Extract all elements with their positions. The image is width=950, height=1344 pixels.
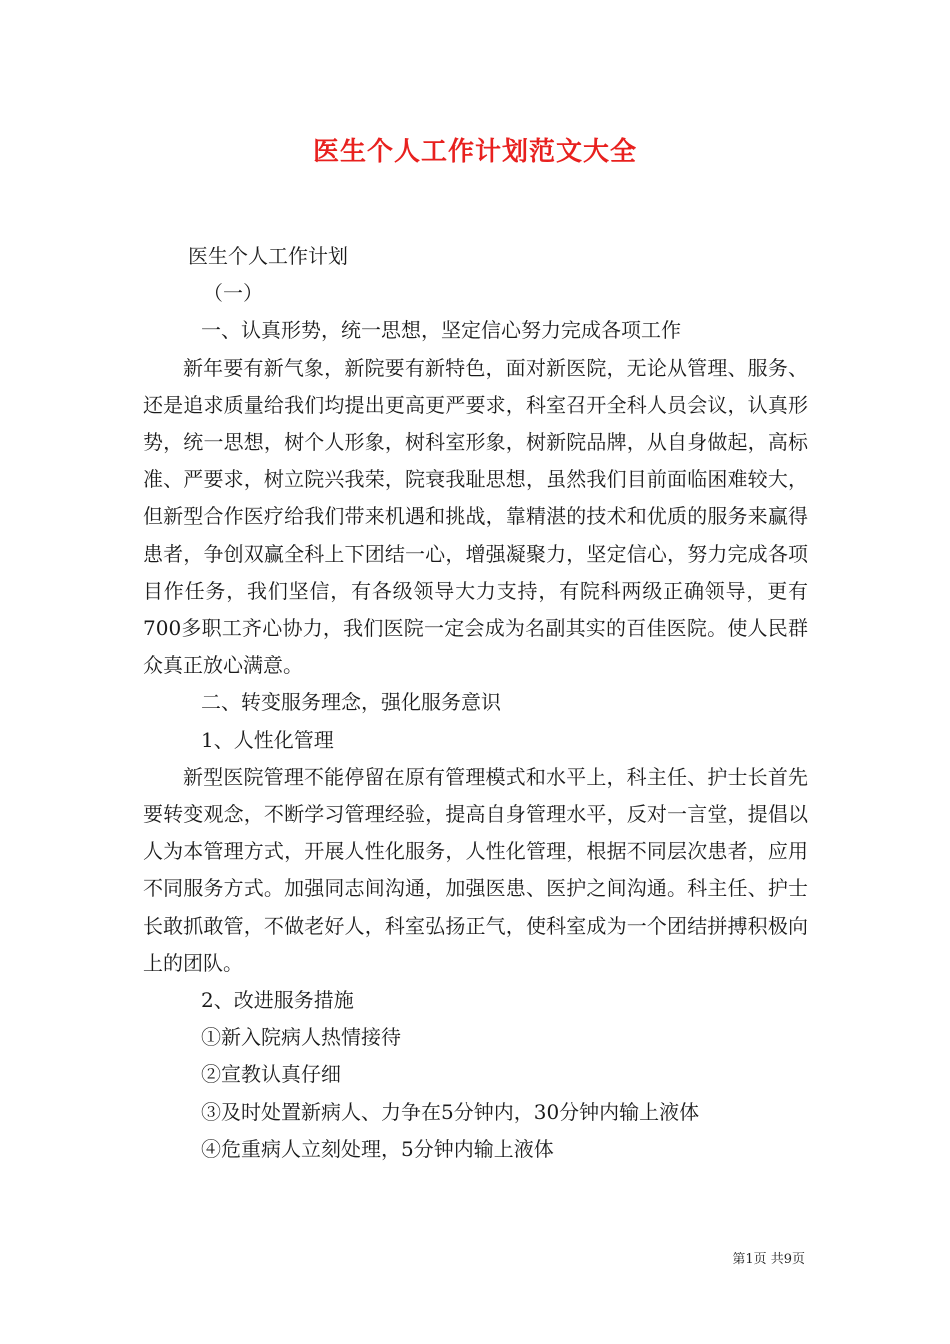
list-item: ③及时处置新病人、力争在5分钟内，30分钟内输上液体 xyxy=(201,1099,700,1124)
list-item: ②宣教认真仔细 xyxy=(201,1062,341,1087)
plan-heading: 医生个人工作计划 xyxy=(188,244,348,268)
subsection-1-paragraph: 新型医院管理不能停留在原有管理模式和水平上，科主任、护士长首先要转变观念，不断学习管理经验，提高自身管理水平，反对一言堂，提倡以人为本管理方式，开展人性化服务，人性化管理，根据不同层次患者，应用不同服务方式。加强同志间沟通，加强医患、医护之间沟通。科主任、护士长敢抓敢管，不做老好人，科室弘扬正气，使科室成为一个团结拼搏积极向上的团队。 xyxy=(143,764,808,975)
section-1-title: 一、认真形势，统一思想，坚定信心努力完成各项工作 xyxy=(201,318,681,343)
document-title: 医生个人工作计划范文大全 xyxy=(312,137,637,167)
subsection-2-title: 2、改进服务措施 xyxy=(201,988,354,1013)
list-item: ①新入院病人热情接待 xyxy=(201,1025,401,1050)
page-number: 第1页 共9页 xyxy=(732,1252,805,1267)
section-2-title: 二、转变服务理念，强化服务意识 xyxy=(201,690,501,715)
list-item: ④危重病人立刻处理，5分钟内输上液体 xyxy=(201,1136,554,1161)
subsection-1-title: 1、人性化管理 xyxy=(201,727,334,752)
part-number: （一） xyxy=(203,281,263,306)
document-body xyxy=(143,238,808,1168)
section-1-paragraph: 新年要有新气象，新院要有新特色，面对新医院，无论从管理、服务、还是追求质量给我们均提出更高更严要求，科室召开全科人员会议，认真形势，统一思想，树个人形象，树科室形象，树新院品牌，从自身做起，高标准、严要求，树立院兴我荣，院衰我耻思想，虽然我们目前面临困难较大，但新型合作医疗给我们带来机遇和挑战，靠精湛的技术和优质的服务来赢得患者，争创双赢全科上下团结一心，增强凝聚力，坚定信心，努力完成各项目作任务，我们坚信，有各级领导大力支持，有院科两级正确领导，更有700多职工齐心协力，我们医院一定会成为名副其实的百佳医院。使人民群众真正放心满意。 xyxy=(143,355,808,678)
